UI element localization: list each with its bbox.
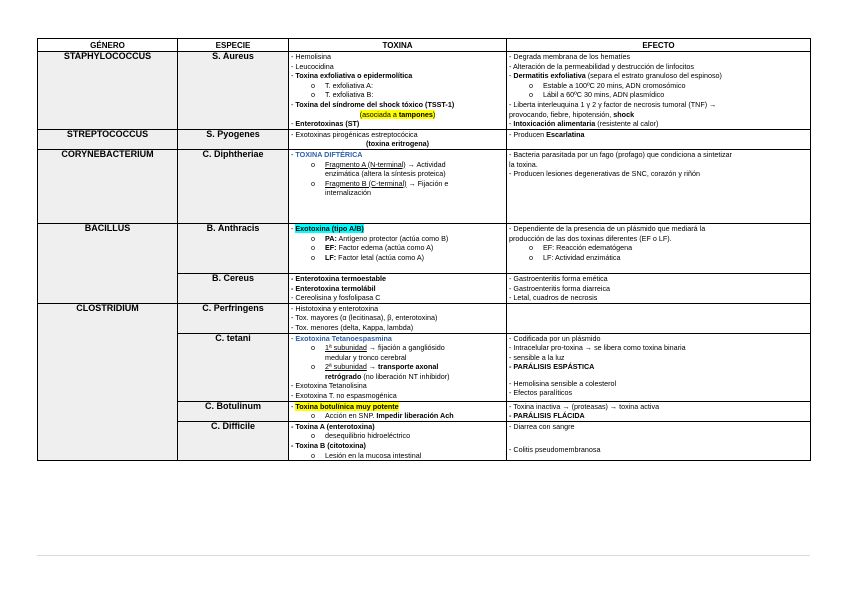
toxin-b-anthracis: - Exotoxina (tipo A/B) o PA: Antígeno protector (actúa como B) o EF: Factor edema (actúa como A) o LF: Factor letal (actúa como A) — [289, 223, 507, 273]
species-c-tetani: C. tetani — [178, 333, 289, 401]
row-corynebacterium — [38, 149, 811, 223]
header-row — [38, 39, 811, 52]
effect-c-diphtheriae: - Bacteria parasitada por un fago (profago) que condiciona a sintetizar la toxina. - Producen lesiones degenerativas de SNC, corazón y riñón — [507, 149, 811, 223]
toxin-s-pyogenes: - Exotoxinas pirogénicas estreptocócica (toxina eritrogena) — [289, 129, 507, 149]
species-s-aureus: S. Aureus — [178, 52, 289, 130]
header-efecto: EFECTO — [507, 39, 811, 52]
species-b-cereus: B. Cereus — [178, 273, 289, 303]
toxin-s-aureus: - Hemolisina - Leucocidina - Toxina exfoliativa o epidermolítica o T. exfoliativa A: o T. exfoliativa B: - Toxina del síndrome del shock tóxico (TSST-1) (asociada a tampones) - Enterotoxinas (ST) — [289, 52, 507, 130]
species-s-pyogenes: S. Pyogenes — [178, 129, 289, 149]
row-b-anthracis — [38, 223, 811, 273]
species-c-perfringens: C. Perfringens — [178, 303, 289, 333]
page-divider — [37, 555, 810, 556]
header-genero: GÉNERO — [38, 39, 178, 52]
tampones-highlight: (asociada a tampones) — [359, 109, 436, 119]
toxin-c-difficile: - Toxina A (enterotoxina) o desequilibrio hidroeléctrico - Toxina B (citotoxina) o Lesión en la mucosa intestinal — [289, 421, 507, 460]
header-especie: ESPECIE — [178, 39, 289, 52]
effect-s-aureus: - Degrada membrana de los hematíes - Alteración de la permeabilidad y destrucción de linfocitos - Dermatitis exfoliativa (separa el estrato granuloso del espinoso) o Estable a 100ºC 20 mins, ADN cromosómico o Lábil a 60ºC 30 mins, ADN plasmídico - Liberta interleuquina 1 γ 2 γ factor de necrosis tumoral (TNF) → provocando, fiebre, hipotensión, shock - Intoxicación alimentaria (resistente al calor) — [507, 52, 811, 130]
effect-c-difficile: - Diarrea con sangre - Colitis pseudomembranosa — [507, 421, 811, 460]
effect-b-cereus: - Gastroenteritis forma emética - Gastroenteritis forma diarreica - Letal, cuadros de necrosis — [507, 273, 811, 303]
genus-streptococcus: STREPTOCOCCUS — [38, 129, 178, 149]
genus-staphylococcus: STAPHYLOCOCCUS — [38, 52, 178, 130]
toxin-b-cereus: - Enterotoxina termoestable - Enterotoxina termolábil - Cereolisina y fosfolipasa C — [289, 273, 507, 303]
effect-s-pyogenes: - Producen Escarlatina — [507, 129, 811, 149]
species-c-botulinum: C. Botulinum — [178, 401, 289, 421]
toxin-c-perfringens: - Histotoxina y enterotoxina - Tox. mayores (α (lecitinasa), β, enterotoxina) - Tox. menores (delta, Kappa, lambda) — [289, 303, 507, 333]
effect-b-anthracis: - Dependiente de la presencia de un plásmido que mediará la producción de las dos toxinas diferentes (EF o LF). o EF: Reacción edematógena o LF: Actividad enzimática — [507, 223, 811, 273]
species-c-difficile: C. Difficile — [178, 421, 289, 460]
genus-bacillus: BACILLUS — [38, 223, 178, 303]
row-c-perfringens — [38, 303, 811, 333]
row-staphylococcus — [38, 52, 811, 130]
effect-c-perfringens — [507, 303, 811, 333]
row-streptococcus — [38, 129, 811, 149]
genus-corynebacterium: CORYNEBACTERIUM — [38, 149, 178, 223]
toxin-table — [37, 38, 811, 461]
toxin-c-tetani: - Exotoxina Tetanoespasmina o 1ª subunidad → fijación a gangliósido medular y tronco cerebral o 2ª subunidad → transporte axonal retrógrado (no liberación NT inhibidor) - Exotoxina Tetanolisina - Exotoxina T. no espasmogénica — [289, 333, 507, 401]
species-b-anthracis: B. Anthracis — [178, 223, 289, 273]
genus-clostridium: CLOSTRIDIUM — [38, 303, 178, 461]
toxin-c-diphtheriae: - TOXINA DIFTÉRICA o Fragmento A (N-terminal) → Actividad enzimática (altera la síntesis proteica) o Fragmento B (C-terminal) → Fijación e internalización — [289, 149, 507, 223]
effect-c-botulinum: - Toxina inactiva → (proteasas) → toxina activa - PARÁLISIS FLÁCIDA — [507, 401, 811, 421]
header-toxina: TOXINA — [289, 39, 507, 52]
effect-c-tetani: - Codificada por un plásmido - Intracelular pro-toxina → se libera como toxina binaria - sensible a la luz - PARÁLISIS ESPÁSTICA - Hemolisina sensible a colesterol - Efectos paralíticos — [507, 333, 811, 401]
species-c-diphtheriae: C. Diphtheriae — [178, 149, 289, 223]
toxin-c-botulinum: - Toxina botulínica muy potente o Acción en SNP. Impedir liberación Ach — [289, 401, 507, 421]
